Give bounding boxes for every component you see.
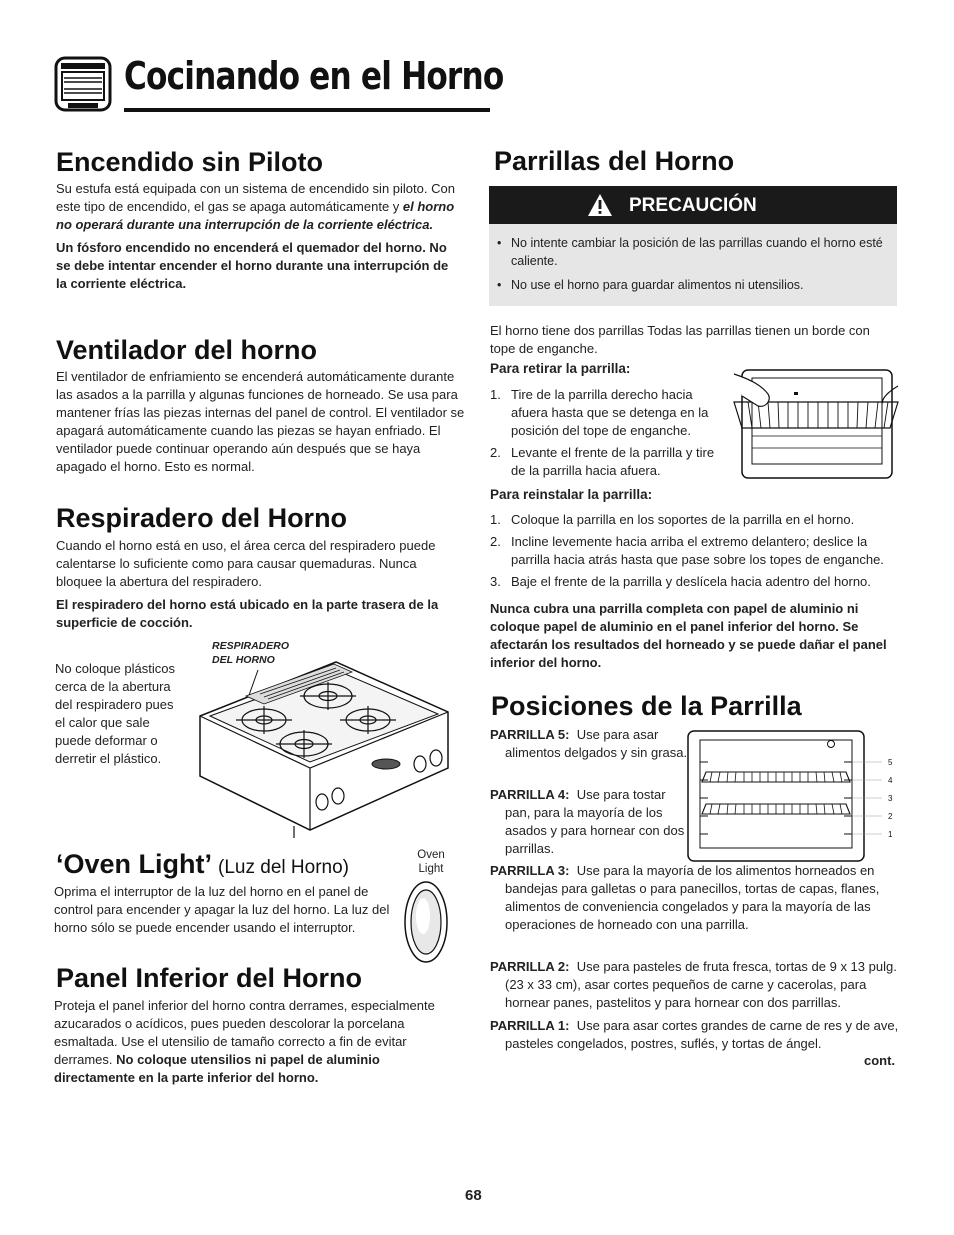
rack-entry-4: PARRILLA 4: Use para tostar pan, para la mayoría de los asados y para hornear con dos parrillas. xyxy=(490,787,685,856)
list-item: 2. Levante el frente de la parrilla y tire de la parrilla hacia afuera. xyxy=(490,445,715,478)
panel-inferior-heading: Panel Inferior del Horno xyxy=(56,963,363,993)
rack-number-1: 1 xyxy=(888,830,893,839)
rack-entry-2: PARRILLA 2: Use para pasteles de fruta fresca, tortas de 9 x 13 pulg. (23 x 33 cm), asar cortes pequeños de carne y cacerolas, para hornear panes, pastelitos y para hornear con dos parrillas. xyxy=(490,959,897,1010)
rack-positions-illustration xyxy=(686,728,900,864)
rack-entry-3: PARRILLA 3: Use para la mayoría de los alimentos horneados en bandejas para galletas o para panecillos, tortas de capas, flanes, alimentos de conveniencia congelados y para la mayoría de las operaciones de horneado con una parrilla. xyxy=(490,863,880,932)
caution-title: PRECAUCIÓN xyxy=(629,195,757,216)
list-item: 1. Coloque la parrilla en los soportes de la parrilla en el horno. xyxy=(490,512,855,527)
respiradero-side-note: No coloque plásticos cerca de la abertura del respiradero pues el calor que sale puede deformar o derretir el plástico. xyxy=(55,661,175,766)
rack-entry-5: PARRILLA 5: Use para asar alimentos delgados y sin grasa. xyxy=(490,727,688,760)
respiradero-paragraph-2: El respiradero del horno está ubicado en la parte trasera de la superficie de cocción. xyxy=(56,597,439,630)
oven-light-button-label: Oven Light xyxy=(417,849,445,875)
encendido-heading: Encendido sin Piloto xyxy=(56,147,324,177)
ventilador-heading: Ventilador del horno xyxy=(56,335,318,365)
oven-light-paragraph: Oprima el interruptor de la luz del horno en el panel de control para encender y apagar la luz del horno. La luz del horno sólo se puede encender usando el interruptor. xyxy=(54,884,390,935)
ventilador-paragraph: El ventilador de enfriamiento se encenderá automáticamente durante las asados a la parrilla y algunas funciones de horneado. Se usa para mantener frías las piezas internas del panel de control. El ventilador se apagará automáticamente cuando las piezas se hayan enfriado. El ventilador puede continuar operando aún después que se haya apagado el horno. Esto es normal. xyxy=(56,369,465,474)
encendido-section xyxy=(56,180,456,293)
warning-icon xyxy=(587,193,613,217)
cooktop-illustration xyxy=(186,658,462,838)
caution-item: • No use el horno para guardar alimentos ni utensilios. xyxy=(489,276,897,294)
rack-number-5: 5 xyxy=(888,758,893,767)
title-rule xyxy=(124,108,490,112)
list-item: 1. Tire de la parrilla derecho hacia afuera hasta que se detenga en la posición del tope de enganche. xyxy=(490,387,709,438)
parrillas-heading: Parrillas del Horno xyxy=(494,146,735,176)
rack-removal-illustration xyxy=(732,366,900,482)
caution-body xyxy=(489,224,897,306)
page-title: Cocinando en el Horno xyxy=(124,54,504,98)
posiciones-heading: Posiciones de la Parrilla xyxy=(491,691,802,721)
install-rack-steps xyxy=(490,511,896,595)
panel-inferior-paragraph: Proteja el panel inferior del horno contra derrames, especialmente azucarados o acídicos, pues pueden descolorar la porcelana esmaltada. Use el utensilio de tamaño correcto a fin de evitar derrames. No coloque utensilios ni papel de aluminio directamente en la parte inferior del horno. xyxy=(54,998,435,1085)
parrillas-intro: El horno tiene dos parrillas Todas las parrillas tienen un borde con tope de enganche. xyxy=(490,323,870,356)
respiradero-heading: Respiradero del Horno xyxy=(56,503,348,533)
encendido-paragraph-2: Un fósforo encendido no encenderá el quemador del horno. No se debe intentar encender el horno durante una interrupción de la corriente eléctrica. xyxy=(56,240,449,291)
remove-rack-title: Para retirar la parrilla: xyxy=(490,361,631,376)
vent-figure-label: RESPIRADERO DEL HORNO xyxy=(212,640,290,666)
page-number: 68 xyxy=(465,1187,482,1204)
oven-icon xyxy=(54,56,112,114)
list-item: 3. Baje el frente de la parrilla y deslícela hacia adentro del horno. xyxy=(490,574,871,589)
rack-entry-1: PARRILLA 1: Use para asar cortes grandes de carne de res y de ave, pasteles congelados, postres, suflés, y tortas de ángel. xyxy=(490,1018,899,1051)
respiradero-section xyxy=(56,537,456,632)
rack-number-4: 4 xyxy=(888,776,893,785)
rack-number-3: 3 xyxy=(888,794,893,803)
caution-header xyxy=(489,186,897,224)
parrillas-warning: Nunca cubra una parrilla completa con papel de aluminio ni coloque papel de aluminio en el panel inferior del horno. Se afectarán los resultados del horneado y se puede dañar el panel inferior del horno. xyxy=(490,601,887,670)
continued-label: cont. xyxy=(864,1053,896,1068)
encendido-paragraph-1: Su estufa está equipada con un sistema de encendido sin piloto. Con este tipo de encendido, el gas se apaga automáticamente y el horno no operará durante una interrupción de la corriente eléctrica. xyxy=(56,181,455,232)
install-rack-title: Para reinstalar la parrilla: xyxy=(490,487,653,502)
oven-light-button xyxy=(403,880,449,964)
remove-rack-steps xyxy=(490,386,730,484)
oven-light-heading: ‘Oven Light’ (Luz del Horno) xyxy=(56,849,349,879)
caution-item: • No intente cambiar la posición de las parrillas cuando el horno esté caliente. xyxy=(489,234,897,270)
list-item: 2. Incline levemente hacia arriba el extremo delantero; deslice la parrilla hacia atrás hasta que pase sobre los topes de enganche. xyxy=(490,534,884,567)
rack-number-2: 2 xyxy=(888,812,893,821)
respiradero-paragraph-1: Cuando el horno está en uso, el área cerca del respiradero puede calentarse lo suficiente como para causar quemaduras. Nunca bloquee la abertura del respiradero. xyxy=(56,538,436,589)
